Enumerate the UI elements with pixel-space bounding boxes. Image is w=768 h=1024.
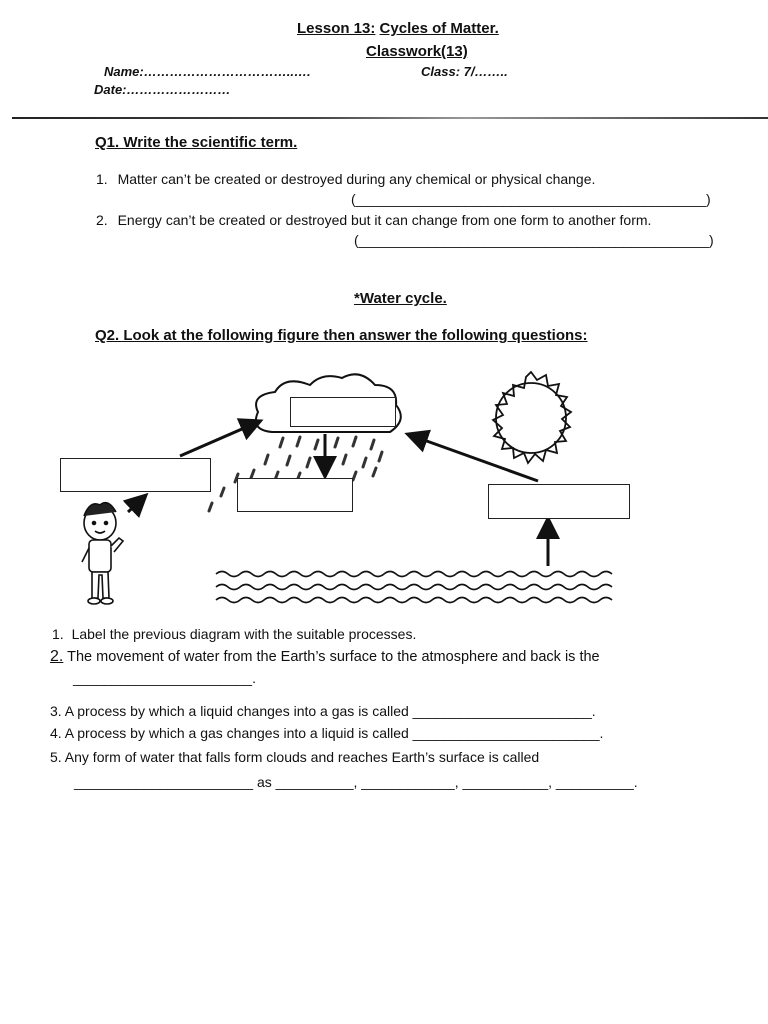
q2-item-5: 5. Any form of water that falls form clouds and reaches Earth’s surface is called <box>50 749 540 765</box>
lesson-prefix: Lesson 13: <box>297 20 376 37</box>
class-field: Class: 7/…….. <box>421 64 508 79</box>
q2-item-1-number: 1. <box>52 626 64 642</box>
q1-item-2-number: 2. <box>96 212 108 228</box>
precipitation-label-box[interactable] <box>237 478 353 512</box>
q2-item-4: 4. A process by which a gas changes into a liquid is called ________________________. <box>50 725 604 741</box>
q1-item-2-text: Energy can’t be created or destroyed but it can change from one form to another form. <box>117 212 652 228</box>
q1-heading: Q1. Write the scientific term. <box>95 134 298 151</box>
classwork-title: Classwork(13) <box>366 43 468 60</box>
water-cycle-title: *Water cycle. <box>354 290 447 307</box>
q2-item-2 <box>50 648 600 666</box>
lesson-name: Cycles of Matter. <box>379 20 499 37</box>
q1-item-2-blank: (_____________________________________________) <box>354 232 714 248</box>
q2-item-1-text: Label the previous diagram with the suitable processes. <box>71 626 417 642</box>
name-field: Name:……………………………..…. <box>104 64 311 79</box>
q2-item-1 <box>52 626 416 642</box>
q2-item-2-blank: _______________________. <box>73 670 256 686</box>
evaporation-label-box[interactable] <box>60 458 211 492</box>
q2-item-5-blank: _______________________ as __________, ____________, ___________, __________. <box>74 774 638 790</box>
boy-icon <box>82 503 123 604</box>
q2-item-2-text: The movement of water from the Earth’s surface to the atmosphere and back is the <box>67 649 600 665</box>
sun-label-box[interactable] <box>488 484 630 519</box>
q2-heading: Q2. Look at the following figure then answer the following questions: <box>95 327 588 344</box>
water-waves-icon <box>216 572 612 603</box>
date-field: Date:…………………… <box>94 82 231 97</box>
arrow-boy <box>128 497 144 512</box>
q2-item-2-number: 2. <box>50 648 64 665</box>
arrow-to-cloud <box>180 422 258 456</box>
q1-item-1-number: 1. <box>96 171 108 187</box>
q1-item-1-text: Matter can’t be created or destroyed during any chemical or physical change. <box>117 171 596 187</box>
q1-item-1-blank: (_____________________________________________) <box>351 191 711 207</box>
cloud-label-box[interactable] <box>290 397 396 427</box>
sun-icon <box>493 372 571 463</box>
q2-item-3: 3. A process by which a liquid changes into a gas is called _______________________. <box>50 703 596 719</box>
arrow-sun-to-cloud <box>410 435 538 481</box>
